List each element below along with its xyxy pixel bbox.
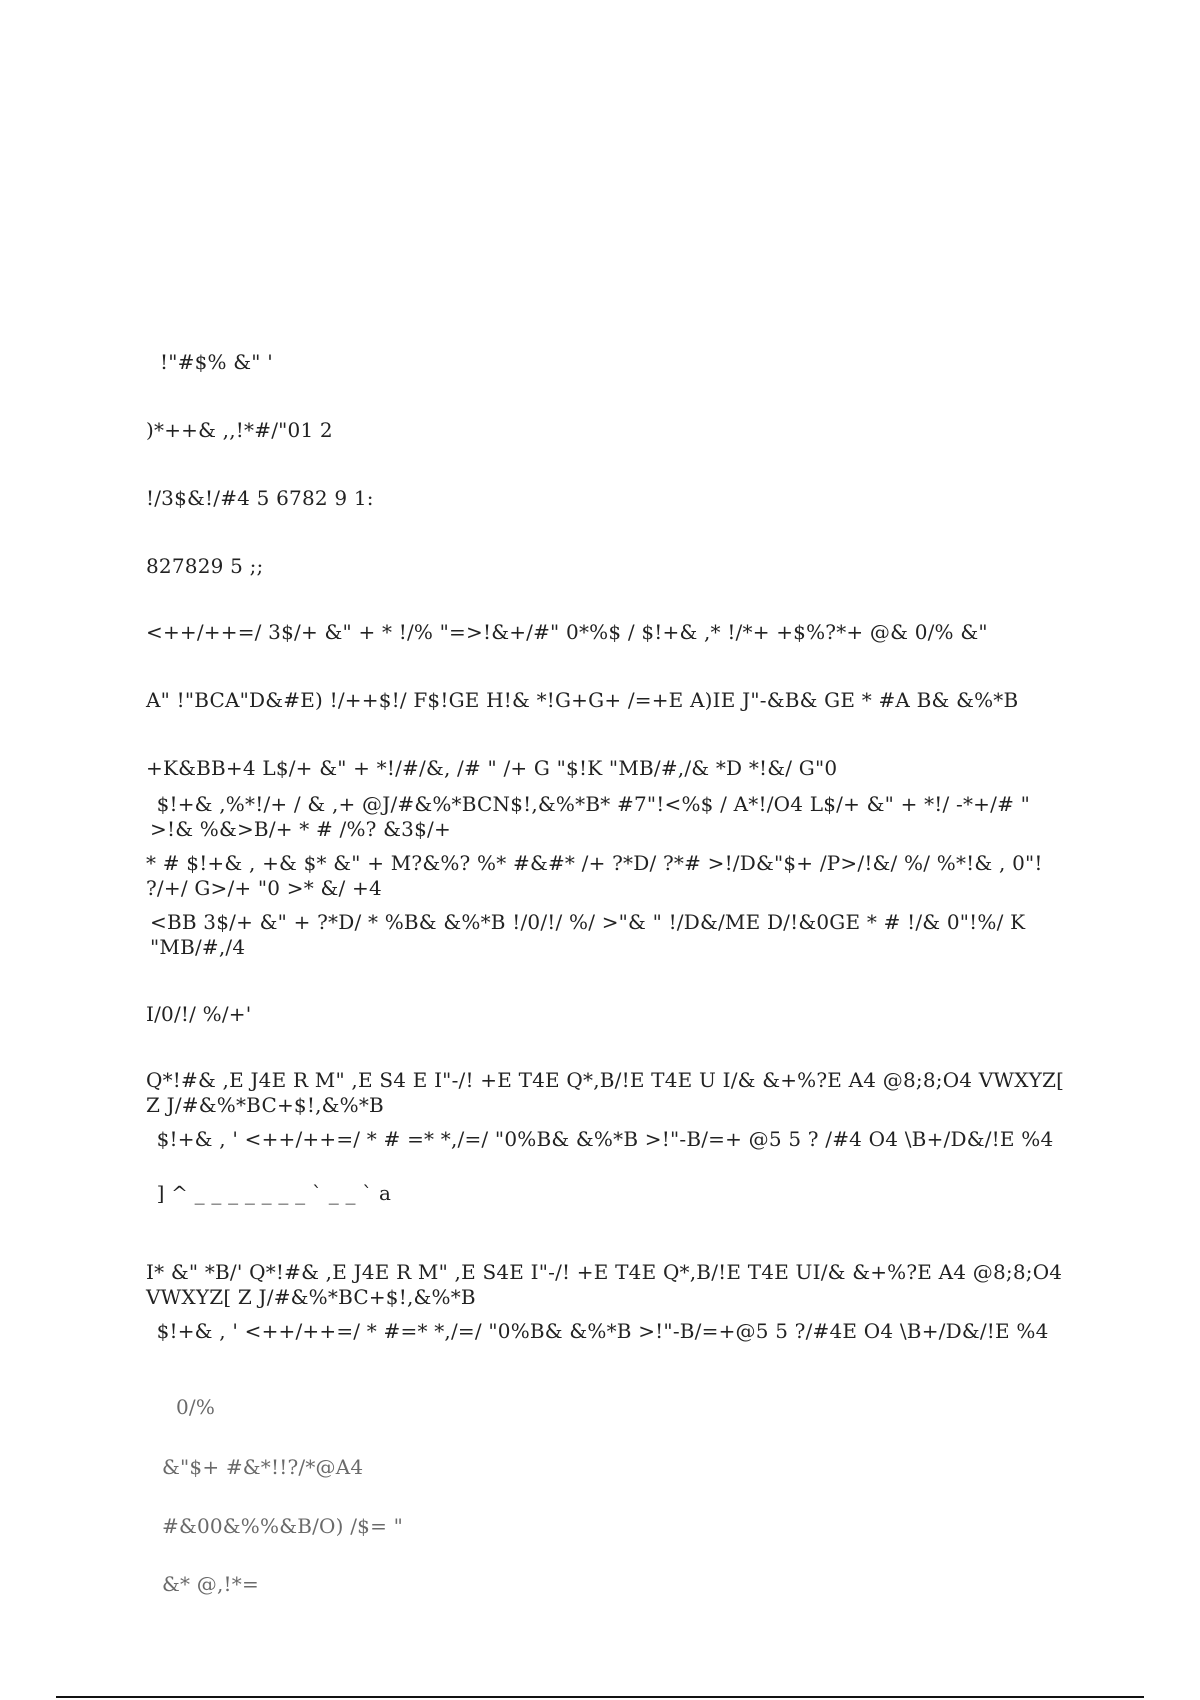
reference-line: $!+& , ' <++/++=/ * # =* *,/=/ "0%B& &%*B >!"-B/=+ @5 5 ? /#4 O4 \B+/D&/!E %4 — [150, 1127, 1054, 1151]
paragraph-line: +K&BB+4 L$/+ &" + *!/#/&, /# " /+ G "$!K "MB/#,/& *D *!&/ G"0 — [146, 756, 838, 780]
reference-line: Q*!#& ,E J4E R M" ,E S4 E I"-/! +E T4E Q*,B/!E T4E U I/& &+%?E A4 @8;8;O4 VWXYZ[ Z J/#&%*BC+$!,&%*B — [146, 1068, 1071, 1117]
paragraph-line: A" !"BCA"D&#E) !/++$!/ F$!GE H!& *!G+G+ /=+E A)IE J"-&B& GE * #A B& &%*B — [146, 688, 1019, 712]
footer-line: &* @,!*= — [162, 1572, 259, 1596]
reference-line: $!+& , ' <++/++=/ * #=* *,/=/ "0%B& &%*B >!"-B/=+@5 5 ?/#4E O4 \B+/D&/!E %4 — [150, 1319, 1049, 1343]
text-line: 827829 5 ;; — [146, 554, 264, 578]
reference-line: ] ^ _ _ _ _ _ _ _ ` _ _ ` a — [150, 1181, 392, 1205]
paragraph-line: <BB 3$/+ &" + ?*D/ * %B& &%*B !/0/!/ %/ >"& " !/D&/ME D/!&0GE * # !/& 0"!%/ K "MB/#,/4 — [150, 910, 1032, 959]
footer-line: &"$+ #&*!!?/*@A4 — [162, 1455, 364, 1479]
paragraph-line: $!+& ,%*!/+ / & ,+ @J/#&%*BCN$!,&%*B* #7"!<%$ / A*!/O4 L$/+ &" + *!/ -*+/# " >!& %&>B/+ * # /%? &3$/+ — [150, 792, 1037, 841]
text-line: !/3$&!/#4 5 6782 9 1: — [146, 486, 374, 510]
references-heading: I/0/!/ %/+' — [146, 1002, 252, 1026]
footer-line: #&00&%%&B/O) /$= " — [162, 1514, 403, 1538]
reference-line: I* &" *B/' Q*!#& ,E J4E R M" ,E S4E I"-/! +E T4E Q*,B/!E T4E UI/& &+%?E A4 @8;8;O4 VWXYZ[ Z J/#&%*BC+$!,&%*B — [146, 1260, 1069, 1309]
text-line: )*++& ,,!*#/"01 2 — [146, 418, 333, 442]
paragraph-line: <++/++=/ 3$/+ &" + * !/% "=>!&+/#" 0*%$ / $!+& ,* !/*+ +$%?*+ @& 0/% &" — [146, 620, 988, 644]
heading-line: !"#$% &" ' — [160, 350, 273, 374]
bottom-rule — [56, 1696, 1144, 1698]
footer-line: 0/% — [176, 1395, 216, 1419]
paragraph-line: * # $!+& , +& $* &" + M?&%? %* #&#* /+ ?*D/ ?*# >!/D&"$+ /P>/!&/ %/ %*!& , 0"! ?/+/ G>/+ "0 >* &/ +4 — [146, 851, 1050, 900]
